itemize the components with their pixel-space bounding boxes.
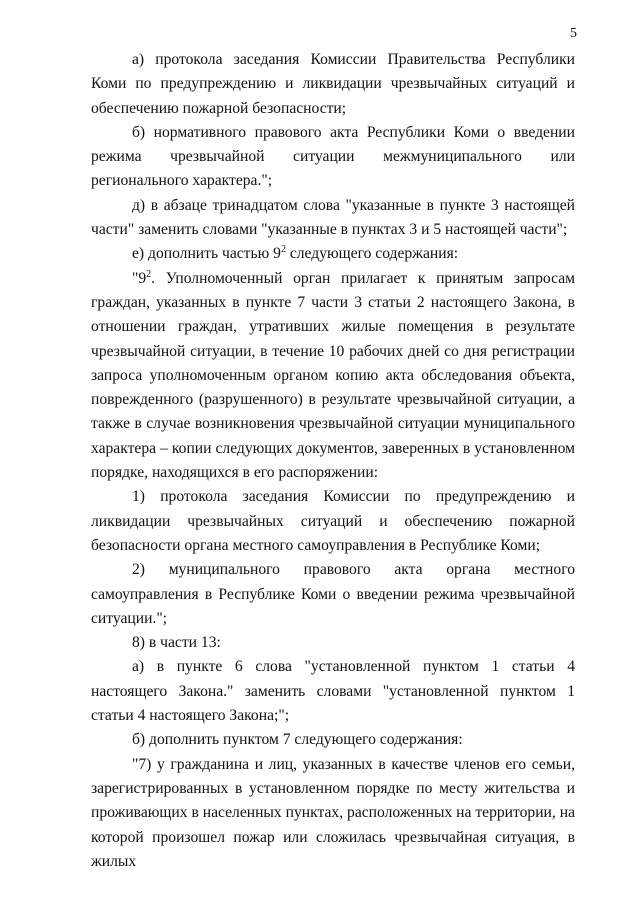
paragraph-part-13: 8) в части 13: bbox=[132, 634, 221, 652]
paragraph-thirteenth-clause: д) в абзаце тринадцатом слова "указанные в пункте 3 настоящей части" заменить словами "указанные в пунктах 3 и 5 настоящей части"; bbox=[91, 196, 575, 239]
superscript: 2 bbox=[146, 268, 152, 280]
paragraph-normative-act: б) нормативного правового акта Республики Коми о введении режима чрезвычайной ситуации межмуниципального или регионального характера."; bbox=[91, 123, 575, 190]
text-run: . Уполномоченный орган прилагает к принятым запросам граждан, указанных в пункте 7 части 3 статьи 2 настоящего Закона, в отношении граждан, утративших жилые помещения в результате чрезвычайной ситуации, в течение 10 рабочих дней со дня регистрации запроса уполномоченным органом копию акта обследования объекта, поврежденного (разрушенного) в результате чрезвычайной ситуации, а также в случае возникновения чрезвычайной ситуации муниципального характера – копии следующих документов, заверенных в установленном порядке, находящихся в его распоряжении: bbox=[91, 269, 575, 482]
document-body bbox=[91, 48, 575, 874]
paragraph-item-6-replace: а) в пункте 6 слова "установленной пунктом 1 статьи 4 настоящего Закона." заменить словами "установленной пунктом 1 статьи 4 настоящего Закона;"; bbox=[91, 658, 575, 725]
text-run: е) дополнить частью 9 bbox=[132, 245, 281, 263]
text-run: следующего содержания: bbox=[285, 245, 459, 263]
paragraph-add-part-9-2 bbox=[91, 242, 575, 266]
superscript: 2 bbox=[280, 244, 286, 256]
text-run: "9 bbox=[132, 269, 147, 287]
paragraph-add-item-7: б) дополнить пунктом 7 следующего содержания: bbox=[132, 731, 463, 749]
paragraph-item-1-protocol: 1) протокола заседания Комиссии по предупреждению и ликвидации чрезвычайных ситуаций и обеспечению пожарной безопасности органа местного самоуправления в Республике Коми; bbox=[91, 488, 575, 554]
paragraph-part-9-2-text bbox=[91, 267, 575, 486]
paragraph-protocol-commission: а) протокола заседания Комиссии Правительства Республики Коми по предупреждению и ликвидации чрезвычайных ситуаций и обеспечению пожарной безопасности; bbox=[91, 51, 575, 117]
paragraph-item-7-text: "7) у гражданина и лиц, указанных в качестве членов его семьи, зарегистрированных в установленном порядке по месту жительства и проживающих в населенных пунктах, расположенных на территории, на которой произошел пожар или сложилась чрезвычайная ситуация, в жилых bbox=[91, 755, 575, 870]
paragraph-item-2-municipal-act: 2) муниципального правового акта органа местного самоуправления в Республике Коми о введении режима чрезвычайной ситуации."; bbox=[91, 561, 575, 627]
page-number: 5 bbox=[570, 26, 577, 41]
